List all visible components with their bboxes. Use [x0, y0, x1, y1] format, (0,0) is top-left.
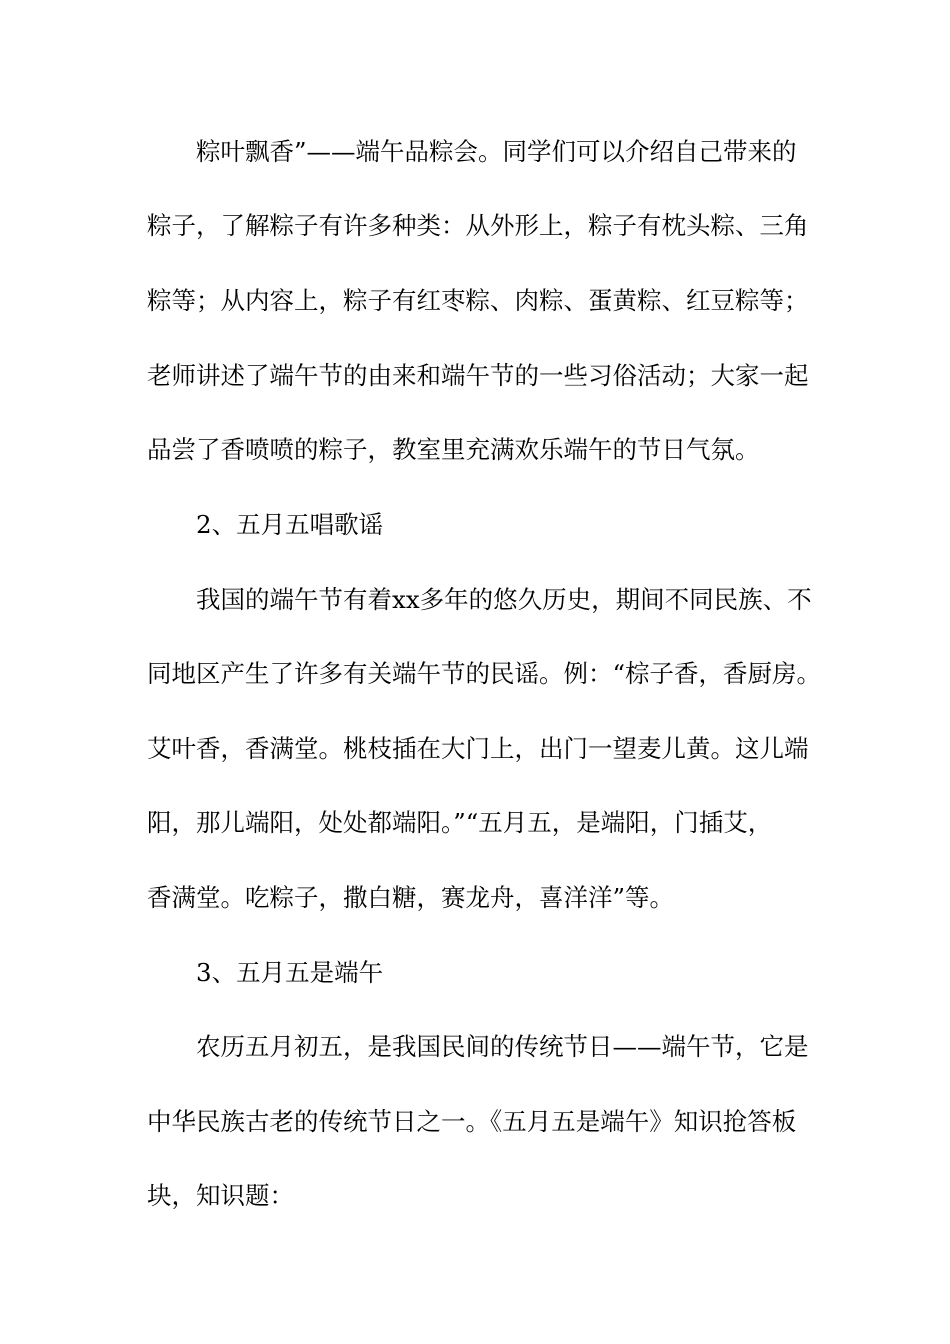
paragraph-line: 中华民族古老的传统节日之一。《五月五是端午》知识抢答板 [147, 1107, 797, 1136]
paragraph-line: 粽叶飘香”——端午品粽会。同学们可以介绍自己带来的 [196, 137, 797, 166]
paragraph-line: 香满堂。吃粽子，撒白糖，赛龙舟，喜洋洋”等。 [147, 883, 675, 912]
paragraph-line: 块，知识题： [147, 1181, 294, 1210]
paragraph-line: 阳，那儿端阳，处处都端阳。”“五月五，是端阳，门插艾， [147, 808, 773, 837]
paragraph-line: 老师讲述了端午节的由来和端午节的一些习俗活动；大家一起 [147, 361, 809, 390]
paragraph-line: 粽等；从内容上，粽子有红枣粽、肉粽、蛋黄粽、红豆粽等； [147, 286, 809, 315]
paragraph-line: 我国的端午节有着xx多年的悠久历史，期间不同民族、不 [196, 585, 812, 614]
paragraph-line: 农历五月初五，是我国民间的传统节日——端午节，它是 [196, 1032, 809, 1061]
paragraph-line: 同地区产生了许多有关端午节的民谣。例：“棕子香，香厨房。 [147, 659, 822, 688]
section-heading: 3、五月五是端午 [196, 958, 384, 987]
paragraph-line: 品尝了香喷喷的粽子，教室里充满欢乐端午的节日气氛。 [147, 435, 760, 464]
section-heading: 2、五月五唱歌谣 [196, 510, 384, 539]
paragraph-line: 粽子，了解粽子有许多种类：从外形上，粽子有枕头粽、三角 [147, 211, 809, 240]
paragraph-line: 艾叶香，香满堂。桃枝插在大门上，出门一望麦儿黄。这儿端 [147, 734, 809, 763]
